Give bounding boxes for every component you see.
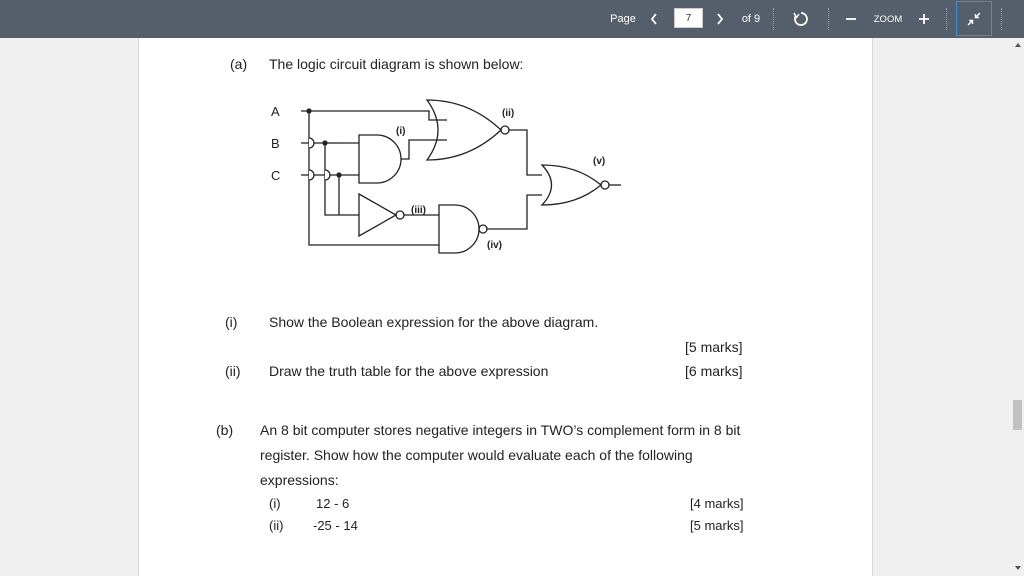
part-a-intro: The logic circuit diagram is shown below: bbox=[269, 56, 524, 72]
part-b-line-3: expressions: bbox=[260, 472, 339, 488]
toolbar-divider bbox=[946, 8, 947, 30]
question-a-ii-marks: [6 marks] bbox=[685, 363, 743, 379]
pdf-toolbar bbox=[0, 0, 1024, 38]
part-b-label: (b) bbox=[216, 422, 234, 438]
part-b-item-ii-marks: [5 marks] bbox=[690, 518, 744, 533]
toolbar-divider bbox=[828, 8, 829, 30]
question-a-i-text: Show the Boolean expression for the above diagram. bbox=[269, 314, 599, 330]
vertical-scrollbar[interactable] bbox=[1011, 38, 1024, 576]
question-a-i-label: (i) bbox=[225, 314, 238, 330]
toolbar-divider bbox=[773, 8, 774, 30]
toolbar-divider bbox=[1001, 8, 1002, 30]
part-b-line-2: register. Show how the computer would evaluate each of the following bbox=[260, 447, 693, 463]
gate-label-iv: (iv) bbox=[487, 240, 502, 251]
gate-label-ii: (ii) bbox=[502, 108, 515, 119]
page-count: of 9 bbox=[741, 13, 761, 25]
document-page bbox=[138, 38, 873, 576]
question-a-ii-label: (ii) bbox=[225, 363, 241, 379]
part-b-item-i-label: (i) bbox=[269, 496, 281, 511]
scroll-thumb[interactable] bbox=[1013, 400, 1022, 430]
chevron-left-icon[interactable] bbox=[646, 0, 662, 38]
scroll-up-icon[interactable] bbox=[1015, 43, 1021, 47]
gate-label-i: (i) bbox=[396, 126, 406, 137]
collapse-icon[interactable] bbox=[956, 1, 992, 36]
part-b-item-ii-label: (ii) bbox=[269, 518, 284, 533]
gate-label-v: (v) bbox=[593, 156, 606, 167]
input-label-a: A bbox=[271, 104, 280, 119]
part-b-item-i-expr: 12 - 6 bbox=[316, 496, 350, 511]
chevron-right-icon[interactable] bbox=[712, 0, 728, 38]
page-number-input[interactable]: 7 bbox=[674, 8, 703, 28]
input-label-c: C bbox=[271, 168, 281, 183]
part-b-line-1: An 8 bit computer stores negative integers in TWO’s complement form in 8 bit bbox=[260, 422, 741, 438]
scroll-down-icon[interactable] bbox=[1015, 566, 1021, 570]
input-label-b: B bbox=[271, 136, 280, 151]
part-a-label: (a) bbox=[230, 56, 248, 72]
gate-label-iii: (iii) bbox=[411, 205, 426, 216]
zoom-out-icon[interactable] bbox=[843, 0, 859, 38]
logic-circuit-diagram bbox=[259, 94, 639, 264]
rotate-icon[interactable] bbox=[790, 0, 812, 38]
part-b-item-i-marks: [4 marks] bbox=[690, 496, 744, 511]
page-label: Page bbox=[610, 13, 636, 25]
question-a-i-marks: [5 marks] bbox=[685, 339, 743, 355]
question-a-ii-text: Draw the truth table for the above expression bbox=[269, 363, 549, 379]
zoom-label: ZOOM bbox=[873, 13, 903, 25]
part-b-item-ii-expr: -25 - 14 bbox=[313, 518, 358, 533]
zoom-in-icon[interactable] bbox=[916, 0, 932, 38]
